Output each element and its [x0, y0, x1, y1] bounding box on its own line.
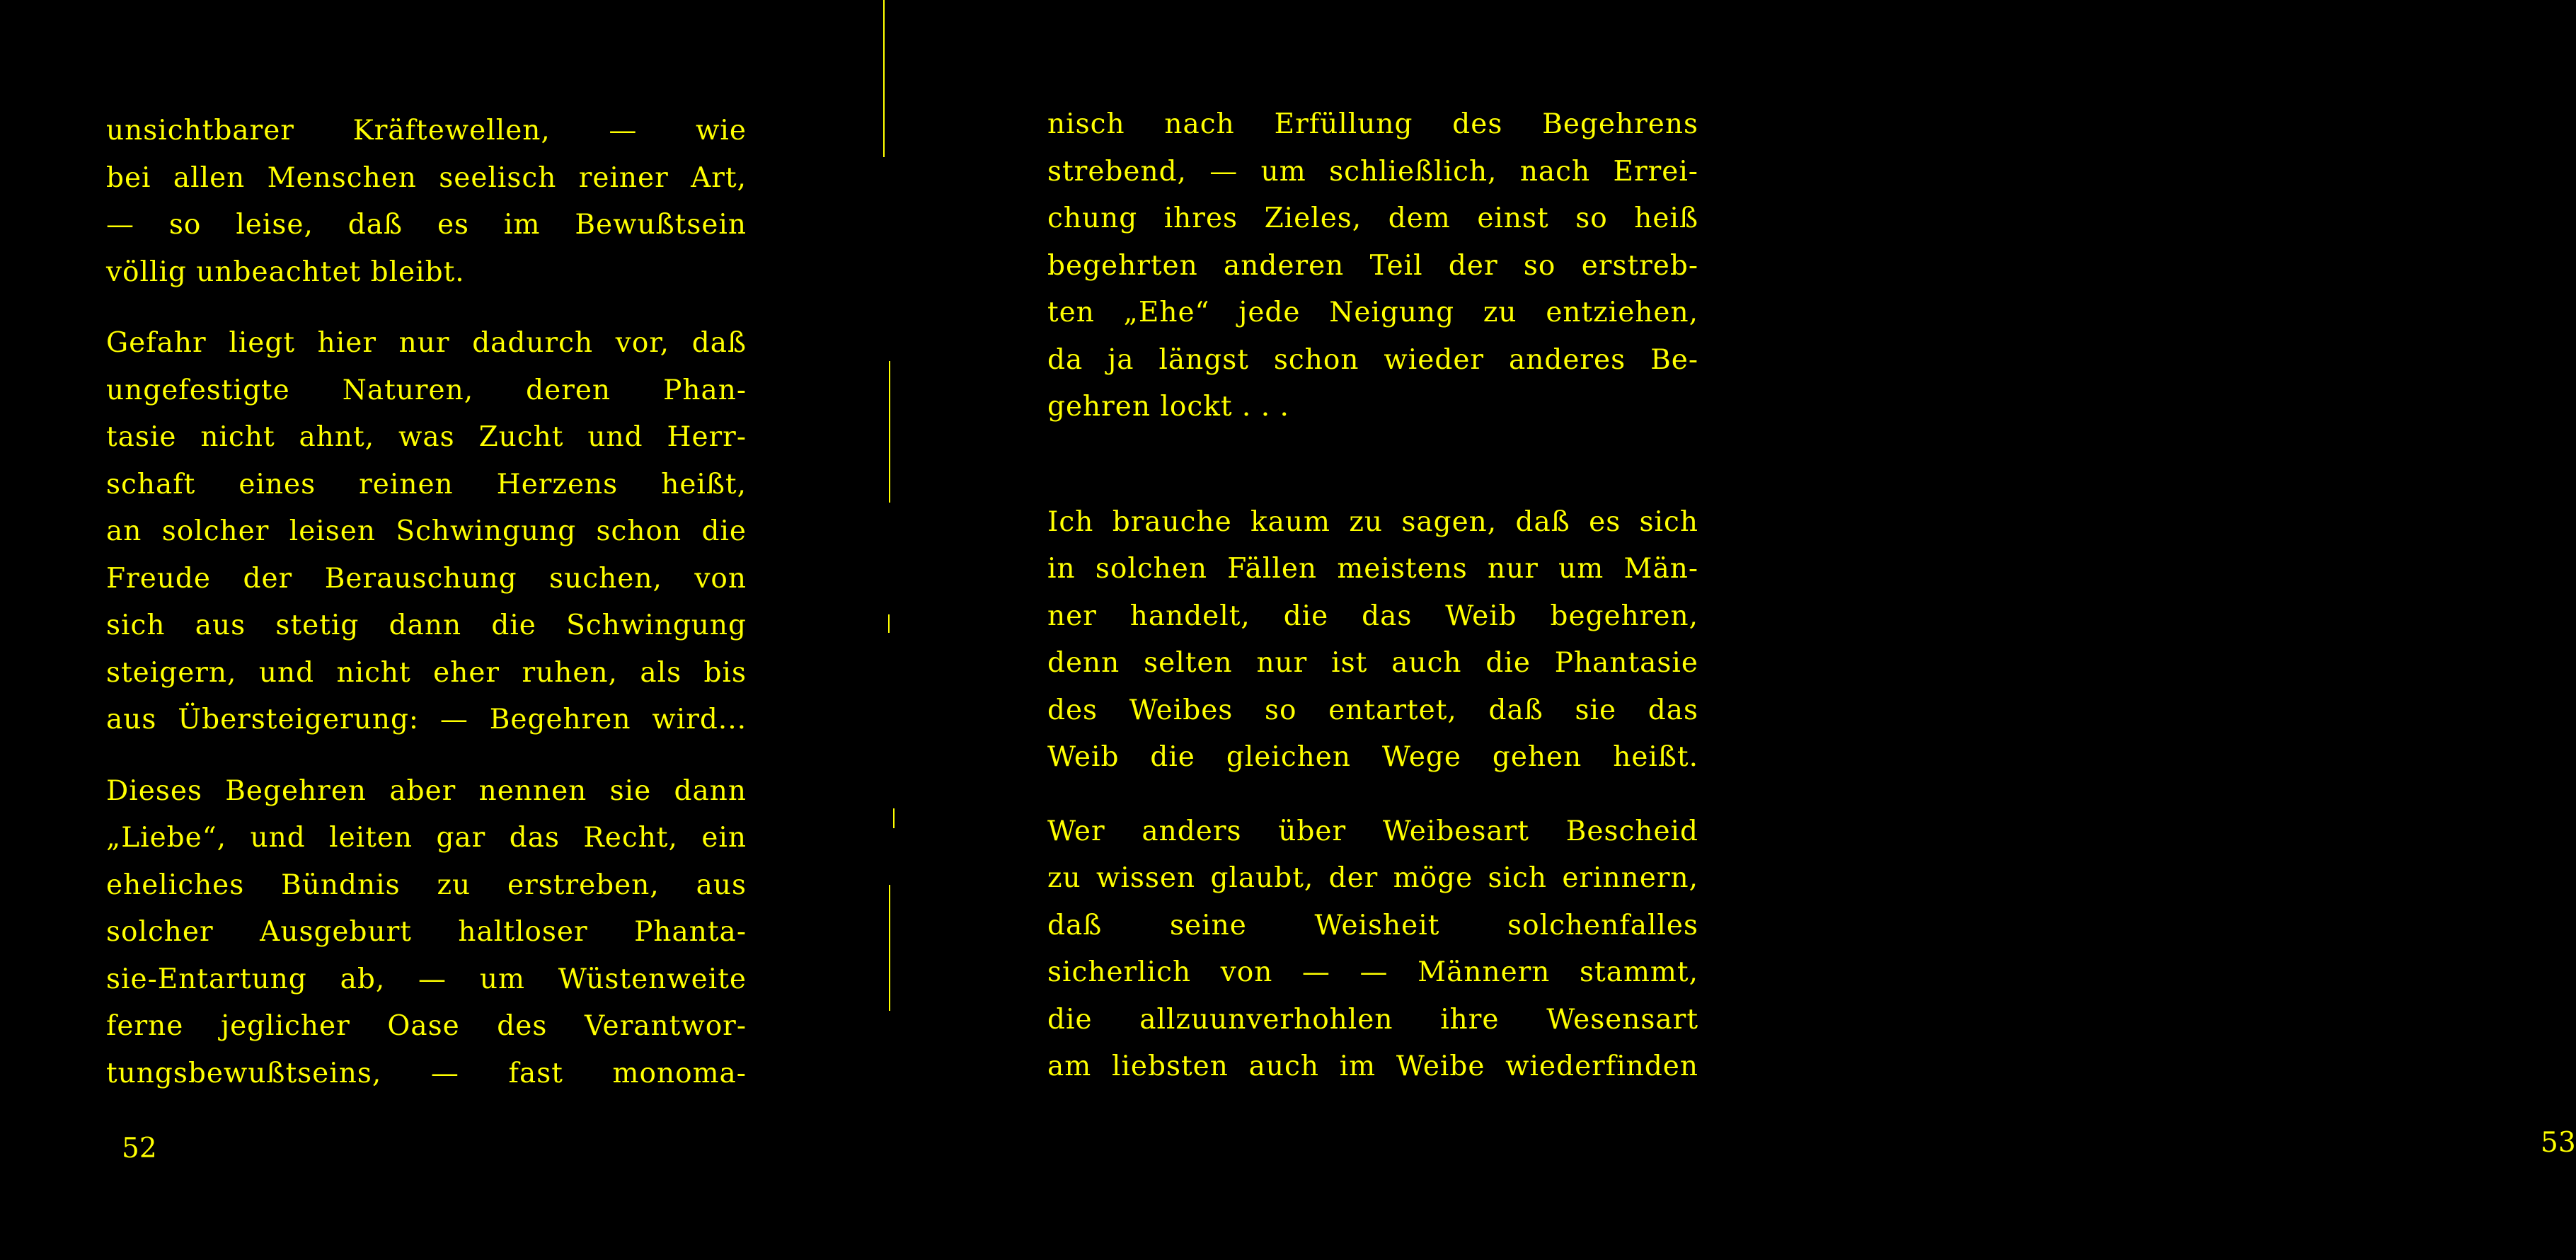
left-paragraph-3	[106, 768, 747, 1098]
text-line: ner handelt, die das Weib begehren,	[1047, 600, 1698, 632]
page-number-right: 53	[2541, 1127, 2576, 1159]
text-line: in solchen Fällen meistens nur um Män-	[1047, 553, 1698, 585]
text-line: aus Übersteigerung: — Begehren wird...	[106, 704, 747, 735]
right-paragraph-1	[1047, 101, 1698, 431]
text-line: zu wissen glaubt, der möge sich erinnern,	[1047, 862, 1698, 894]
text-line: an solcher leisen Schwingung schon die	[106, 515, 747, 547]
left-page	[0, 0, 885, 1260]
text-line: solcher Ausgeburt haltloser Phanta-	[106, 916, 747, 948]
page-number-left: 52	[122, 1133, 157, 1164]
text-line: ungefestigte Naturen, deren Phan-	[106, 374, 747, 406]
text-line: bei allen Menschen seelisch reiner Art,	[106, 161, 747, 194]
text-line: ten „Ehe“ jede Neigung zu entziehen,	[1047, 297, 1698, 328]
text-line: sich aus stetig dann die Schwingung	[106, 609, 747, 641]
text-line: gehren lockt . . .	[1047, 391, 1289, 423]
paragraph-gap	[1047, 781, 1698, 808]
section-gap	[1047, 431, 1698, 499]
text-line: sie-Entartung ab, — um Wüstenweite	[106, 963, 747, 995]
left-page-text	[106, 108, 747, 1097]
text-line: da ja längst schon wieder anderes Be-	[1047, 343, 1698, 376]
paragraph-gap	[106, 744, 747, 768]
text-line: steigern, und nicht eher ruhen, als bis	[106, 656, 747, 689]
text-line: daß seine Weisheit solchenfalles	[1047, 909, 1698, 941]
text-line: Freude der Berauschung suchen, von	[106, 562, 747, 595]
text-line: tasie nicht ahnt, was Zucht und Herr-	[106, 421, 747, 453]
text-line: „Liebe“, und leiten gar das Recht, ein	[106, 822, 747, 854]
text-line: Dieses Begehren aber nennen sie dann	[106, 774, 747, 807]
text-line: Wer anders über Weibesart Bescheid	[1047, 815, 1698, 847]
text-line: ferne jeglicher Oase des Verantwor-	[106, 1010, 747, 1042]
right-paragraph-2	[1047, 499, 1698, 781]
text-line: begehrten anderen Teil der so erstreb-	[1047, 249, 1698, 282]
text-line: am liebsten auch im Weibe wiederfinden	[1047, 1050, 1698, 1082]
text-line: Gefahr liegt hier nur dadurch vor, daß	[106, 327, 747, 359]
text-line: nisch nach Erfüllung des Begehrens	[1047, 108, 1698, 140]
left-paragraph-2	[106, 320, 747, 744]
text-line: des Weibes so entartet, daß sie das	[1047, 694, 1698, 726]
text-line: eheliches Bündnis zu erstreben, aus	[106, 869, 747, 901]
paragraph-gap	[106, 296, 747, 320]
text-line: tungsbewußtseins, — fast monoma-	[106, 1057, 747, 1089]
text-line: Weib die gleichen Wege gehen heißt.	[1047, 741, 1698, 773]
text-line: — so leise, daß es im Bewußtsein	[106, 209, 747, 241]
text-line: völlig unbeachtet bleibt.	[106, 256, 465, 288]
right-page	[885, 0, 2576, 1260]
text-line: chung ihres Zieles, dem einst so heiß	[1047, 202, 1698, 234]
right-page-text	[1047, 101, 1698, 1091]
text-line: schaft eines reinen Herzens heißt,	[106, 468, 747, 500]
right-paragraph-3	[1047, 808, 1698, 1091]
text-line: denn selten nur ist auch die Phantasie	[1047, 647, 1698, 679]
text-line: sicherlich von — — Männern stammt,	[1047, 956, 1698, 988]
text-line: strebend, — um schließlich, nach Errei-	[1047, 155, 1698, 188]
text-line: die allzuunverhohlen ihre Wesensart	[1047, 1003, 1698, 1036]
text-line: unsichtbarer Kräftewellen, — wie	[106, 115, 747, 147]
text-line: Ich brauche kaum zu sagen, daß es sich	[1047, 505, 1698, 538]
left-paragraph-1	[106, 108, 747, 296]
